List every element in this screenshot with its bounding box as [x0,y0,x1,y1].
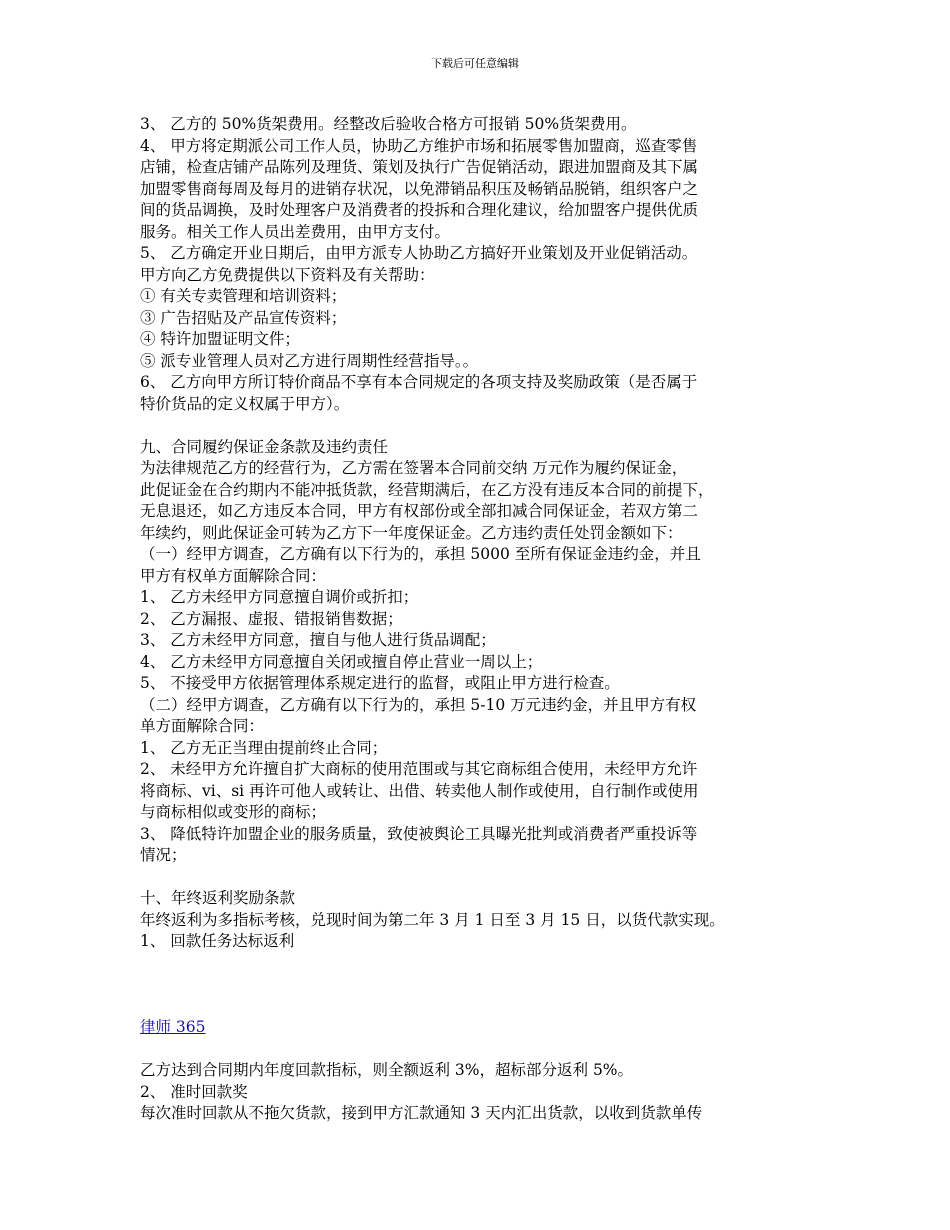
text-line: ① 有关专卖管理和培训资料； [140,287,347,305]
text-line: 年终返利为多指标考核，兑现时间为第二年 3 月 1 日至 3 月 15 日，以货代款实现。 [140,910,725,929]
page-header: 下载后可任意编辑 [431,57,519,70]
text-line: 将商标、vi、si 再许可他人或转让、出借、转卖他人制作或使用，自行制作或使用 [140,781,699,800]
text-line: 甲方向乙方免费提供以下资料及有关帮助： [140,265,435,284]
lawyer-link-text[interactable]: 律师 365 [140,1018,206,1036]
text-line: 3、 乙方的 50%货架费用。经整改后验收合格方可报销 50%货架费用。 [140,115,637,133]
text-line: 为法律规范乙方的经营行为，乙方需在签署本合同前交纳 万元作为履约保证金， [140,459,688,477]
text-line: 4、 甲方将定期派公司工作人员，协助乙方维护市场和拓展零售加盟商，巡查零售 [140,136,698,155]
text-line: 此促证金在合约期内不能冲抵货款，经营期满后，在乙方没有违反本合同的前提下， [140,480,714,499]
section-heading: 十、年终返利奖励条款 [140,889,296,907]
text-line: ③ 广告招贴及产品宣传资料； [140,308,347,327]
section-rebate-details [140,1060,830,1125]
text-line: 店铺，检查店铺产品陈列及理货、策划及执行广告促销活动，跟进加盟商及其下属 [140,158,699,176]
text-line: 2、 准时回款奖 [140,1082,248,1101]
text-line: 特价货品的定义权属于甲方）。 [140,394,350,413]
text-line: ⑤ 派专业管理人员对乙方进行周期性经营指导。。 [140,351,479,370]
text-line: 年续约，则此保证金可转为乙方下一年度保证金。乙方违约责任处罚金额如下： [140,523,683,542]
text-line: 与商标相似或变形的商标； [140,803,327,821]
spacer [140,415,830,437]
text-line: 5、 不接受甲方依据管理体系规定进行的监督，或阻止甲方进行检查。 [140,674,620,692]
spacer [140,867,830,889]
spacer [140,1039,830,1061]
text-line: 服务。相关工作人员出差费用，由甲方支付。 [140,222,451,241]
text-line: 6、 乙方向甲方所订特价商品不享有本合同规定的各项支持及奖励政策（是否属于 [140,373,698,391]
text-line: 1、 乙方未经甲方同意擅自调价或折扣； [140,588,419,606]
section-deposit-and-liability [140,437,830,867]
text-line: 1、 乙方无正当理由提前终止合同； [140,738,388,757]
document-body [140,114,830,1125]
text-line: 2、 未经甲方允许擅自扩大商标的使用范围或与其它商标组合使用，未经甲方允许 [140,760,698,778]
section-heading: 九、合同履约保证金条款及违约责任 [140,437,389,456]
text-line: 4、 乙方未经甲方同意擅自关闭或擅自停止营业一周以上； [140,652,543,671]
text-line: 无息退还，如乙方违反本合同，甲方有权部份或全部扣减合同保证金，若双方第二 [140,502,699,520]
text-line: 3、 乙方未经甲方同意，擅自与他人进行货品调配； [140,631,496,649]
section-year-end-rebate [140,888,830,953]
text-line: （一）经甲方调查，乙方确有以下行为的，承担 5000 至所有保证金违约金，并且 [140,545,701,563]
text-line: 2、 乙方漏报、虚报、错报销售数据； [140,609,403,628]
text-line: （二）经甲方调查，乙方确有以下行为的，承担 5-10 万元违约金，并且甲方有权 [140,695,697,714]
text-line: 3、 降低特许加盟企业的服务质量，致使被舆论工具曝光批判或消费者严重投诉等 [140,824,698,843]
spacer [140,953,830,996]
text-line: 5、 乙方确定开业日期后，由甲方派专人协助乙方搞好开业策划及开业促销活动。 [140,244,698,262]
text-line: 加盟零售商每周及每月的进销存状况，以免滞销品积压及畅销品脱销，组织客户之 [140,179,699,198]
text-line: 乙方达到合同期内年度回款指标，则全额返利 3%，超标部分返利 5%。 [140,1061,634,1079]
section-supports [140,114,830,415]
text-line: 每次准时回款从不拖欠货款，接到甲方汇款通知 3 天内汇出货款，以收到货款单传 [140,1104,703,1122]
text-line: ④ 特许加盟证明文件； [140,330,300,348]
text-line: 单方面解除合同： [140,717,265,735]
spacer [140,996,830,1018]
text-line: 1、 回款任务达标返利 [140,932,295,950]
lawyer-link[interactable] [140,1017,830,1039]
text-line: 甲方有权单方面解除合同： [140,566,327,585]
text-line: 间的货品调换，及时处理客户及消费者的投拆和合理化建议，给加盟客户提供优质 [140,201,699,219]
text-line: 情况； [140,846,187,864]
